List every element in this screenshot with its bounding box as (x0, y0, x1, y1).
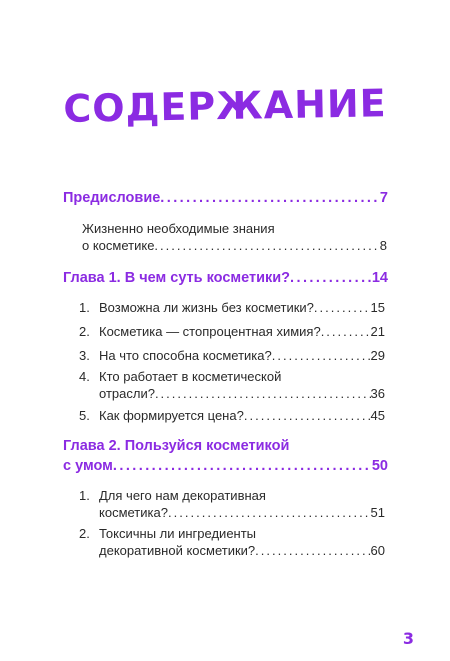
toc-subentry-essential-knowledge[interactable] (82, 238, 387, 253)
toc-item-label: Косметика — стопроцентная химия? (99, 324, 321, 339)
dot-leader (113, 458, 372, 474)
toc-item-1-1[interactable] (79, 300, 385, 315)
toc-subentry-line2: о косметике (82, 238, 155, 253)
toc-entry-page: 8 (379, 238, 387, 253)
toc-item-number: 2. (79, 526, 90, 541)
toc-item-page: 51 (370, 505, 385, 520)
toc-item-number: 5. (79, 408, 90, 423)
toc-chapter-2-line1: Глава 2. Пользуйся косметикой (63, 438, 290, 454)
toc-item-1-4-line1 (79, 369, 281, 384)
toc-item-page: 29 (370, 348, 385, 363)
toc-item-label-line2: отрасли? (99, 386, 155, 401)
dot-leader (244, 408, 371, 423)
toc-item-number: 1. (79, 300, 90, 315)
toc-chapter-label: Глава 1. В чем суть косметики? (63, 270, 291, 286)
toc-chapter-label-line2: с умом (63, 458, 113, 474)
toc-item-number: 4. (79, 369, 90, 384)
toc-item-number: 2. (79, 324, 90, 339)
dot-leader (321, 324, 371, 339)
toc-item-1-5[interactable] (79, 408, 385, 423)
toc-entry-label: Предисловие (63, 190, 161, 206)
toc-subentry-line1: Жизненно необходимые знания (82, 221, 275, 236)
toc-item-2-1[interactable] (99, 505, 385, 520)
toc-chapter-2[interactable] (63, 458, 388, 474)
toc-item-page: 15 (370, 300, 385, 315)
dot-leader (272, 348, 371, 363)
toc-item-page: 45 (370, 408, 385, 423)
toc-item-number: 1. (79, 488, 90, 503)
toc-item-page: 60 (370, 543, 385, 558)
toc-chapter-1[interactable] (63, 270, 388, 286)
dot-leader (155, 386, 371, 401)
toc-item-label-line2: косметика? (99, 505, 168, 520)
toc-chapter-page: 50 (371, 458, 388, 474)
dot-leader (314, 300, 371, 315)
toc-item-page: 36 (370, 386, 385, 401)
dot-leader (168, 505, 371, 520)
toc-item-label: Возможна ли жизнь без косметики? (99, 300, 314, 315)
toc-item-page: 21 (370, 324, 385, 339)
toc-item-2-2-line1 (79, 526, 256, 541)
toc-item-label-line2: декоративной косметики? (99, 543, 256, 558)
toc-entry-preface[interactable] (63, 190, 388, 206)
toc-item-2-2[interactable] (99, 543, 385, 558)
toc-item-1-4[interactable] (99, 386, 385, 401)
toc-item-label: Для чего нам декоративная (99, 488, 266, 503)
toc-item-number: 3. (79, 348, 90, 363)
toc-item-label: На что способна косметика? (99, 348, 272, 363)
toc-item-1-2[interactable] (79, 324, 385, 339)
toc-item-label: Токсичны ли ингредиенты (99, 526, 257, 541)
toc-item-2-1-line1 (79, 488, 266, 503)
dot-leader (154, 238, 379, 253)
toc-entry-page: 7 (379, 190, 388, 206)
page-title: СОДЕРЖАНИЕ (62, 81, 388, 131)
toc-item-1-3[interactable] (79, 348, 385, 363)
page-number: 3 (402, 629, 414, 648)
dot-leader (160, 190, 380, 206)
toc-item-label: Кто работает в косметической (99, 369, 282, 384)
toc-item-label: Как формируется цена? (99, 408, 244, 423)
dot-leader (255, 543, 370, 558)
dot-leader (290, 270, 372, 286)
toc-chapter-page: 14 (371, 270, 388, 286)
